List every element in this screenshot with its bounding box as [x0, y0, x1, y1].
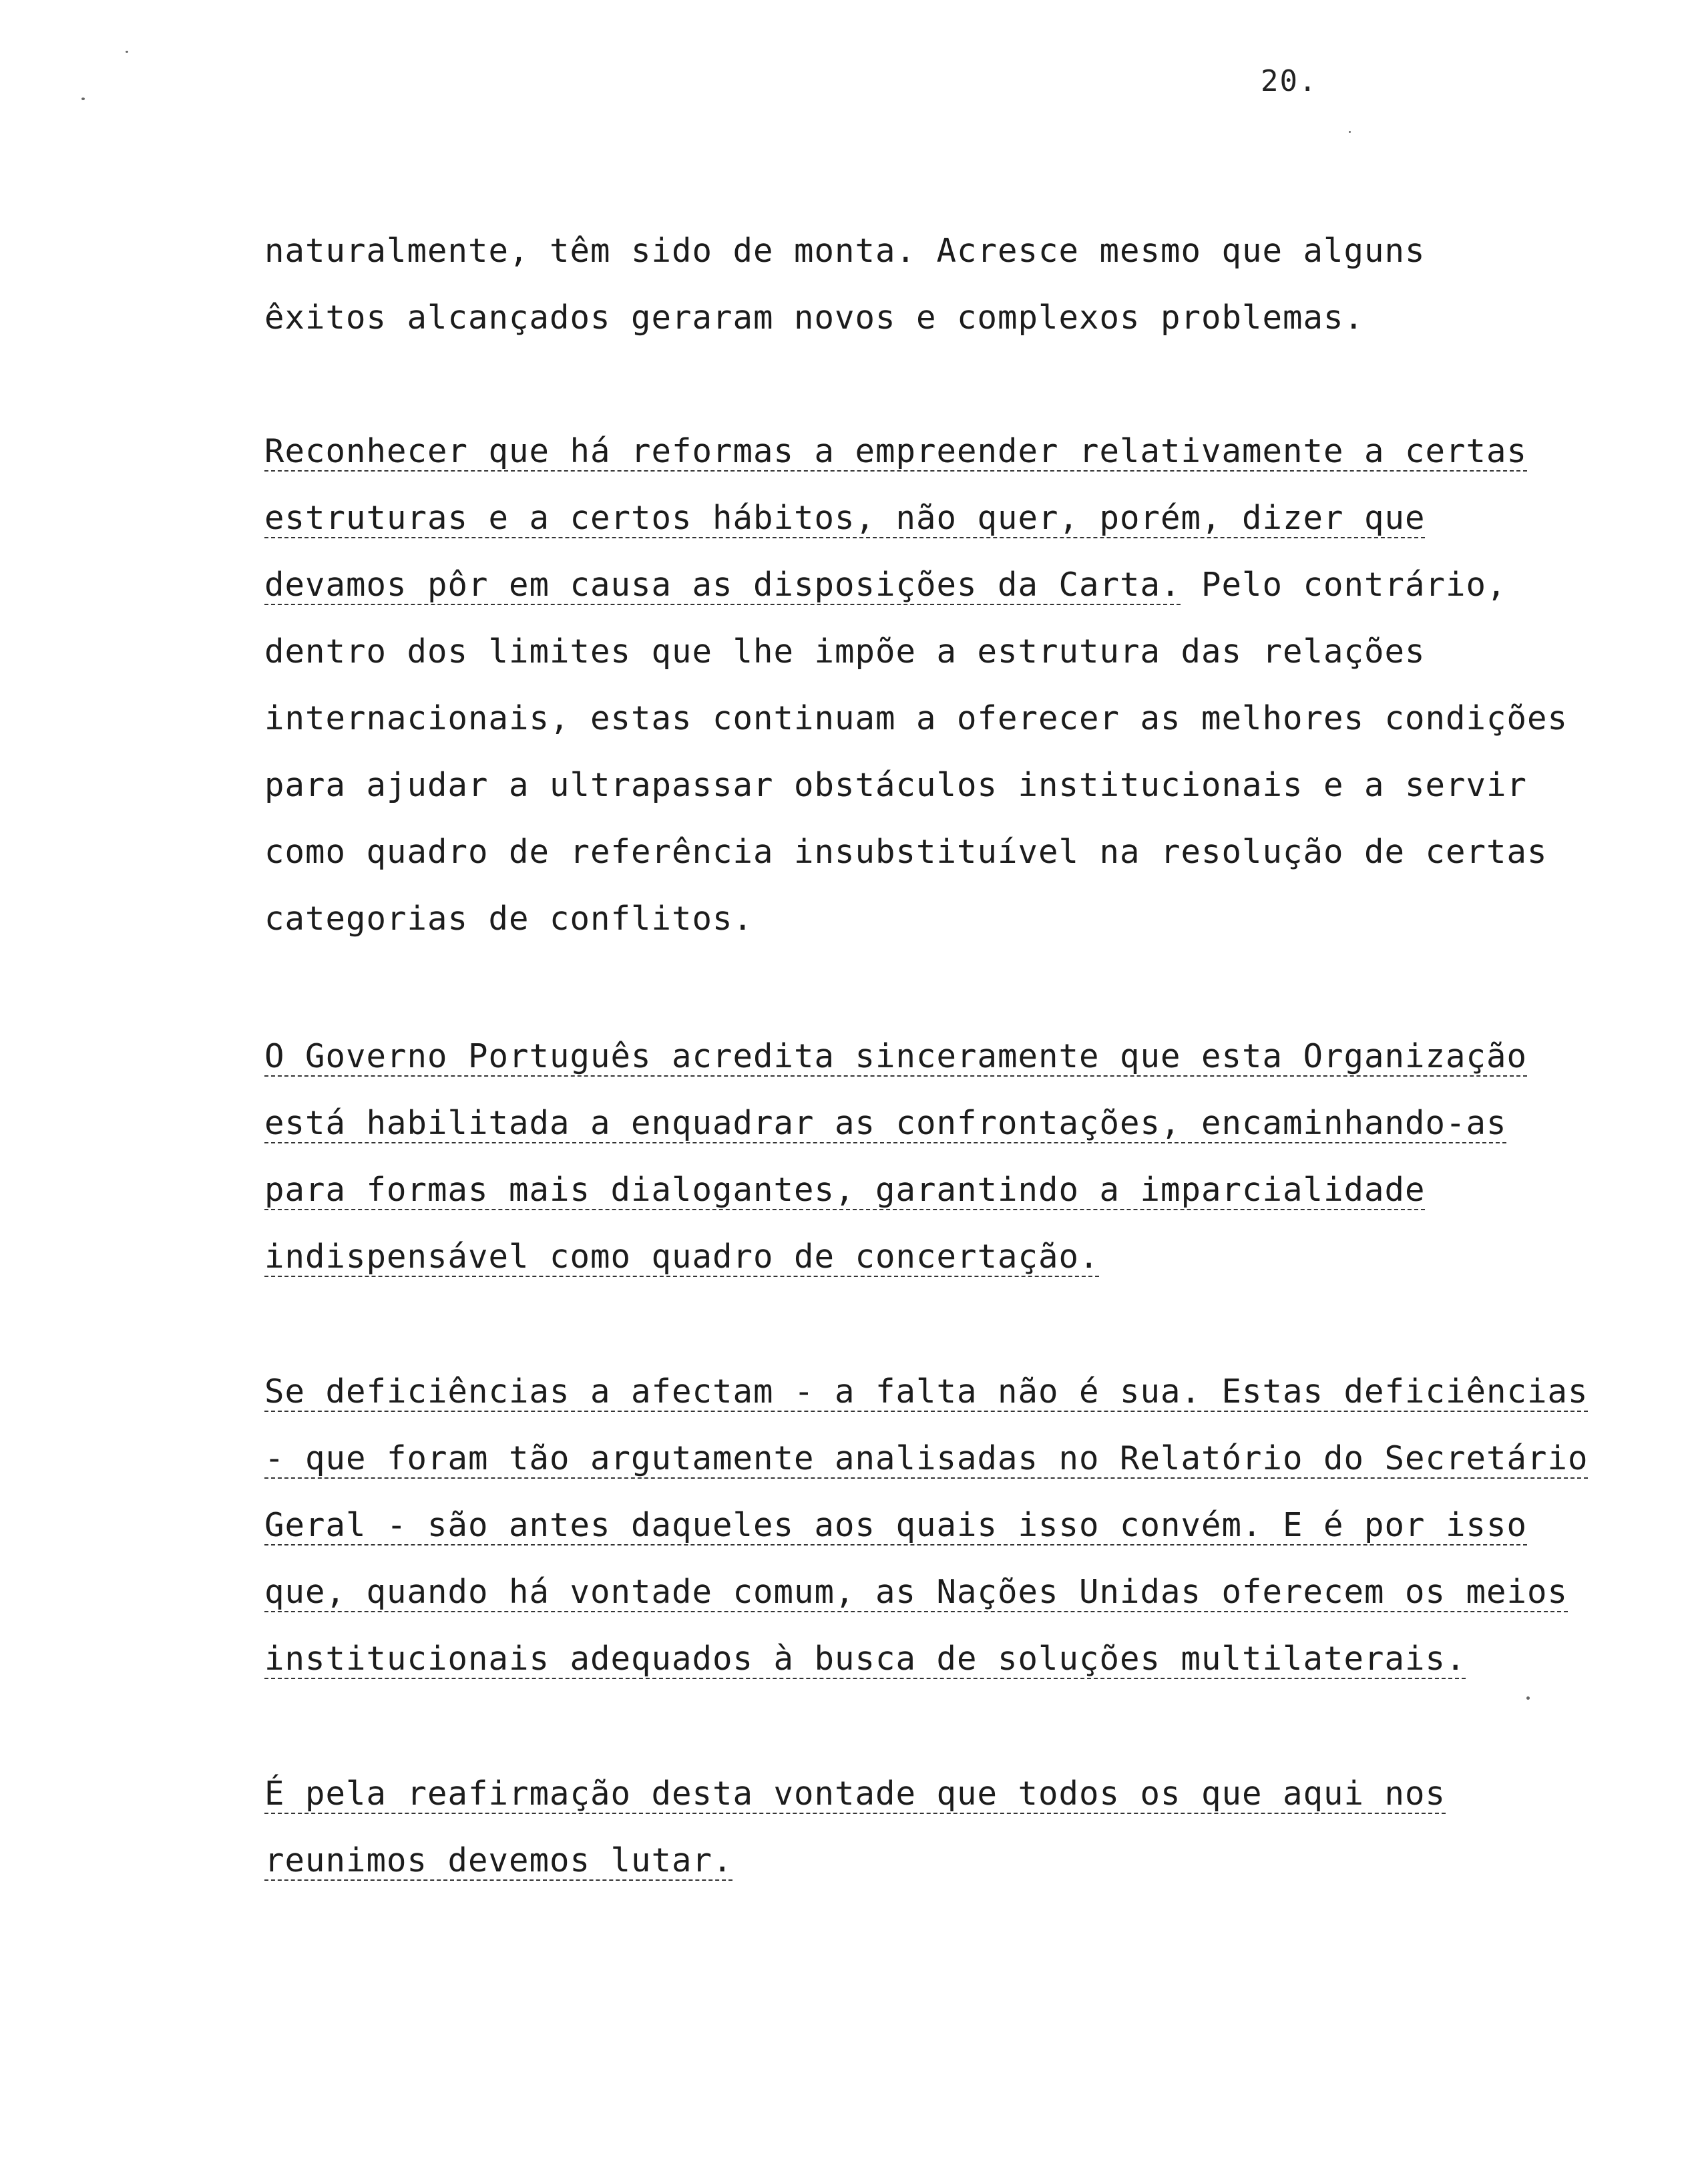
paragraph-1-line-2: êxitos alcançados geraram novos e complexos problemas. — [264, 299, 1365, 337]
paragraph-1-line-1: naturalmente, têm sido de monta. Acresce mesmo que alguns — [264, 232, 1426, 270]
paragraph-4-line-2: - que foram tão argutamente analisadas no Relatório do Secretário — [264, 1439, 1589, 1477]
paragraph-2-line-3-underlined: devamos pôr em causa as disposições da Carta. — [264, 566, 1181, 604]
paragraph-2-line-4: dentro dos limites que lhe impõe a estrutura das relações — [264, 632, 1426, 671]
paragraph-4-line-4: que, quando há vontade comum, as Nações Unidas oferecem os meios — [264, 1573, 1568, 1611]
paragraph-3-line-3: para formas mais dialogantes, garantindo a imparcialidade — [264, 1171, 1426, 1209]
paragraph-4-line-5: institucionais adequados à busca de soluções multilaterais. — [264, 1640, 1466, 1678]
paragraph-2-line-8: categorias de conflitos. — [264, 900, 754, 938]
paragraph-4-line-1: Se deficiências a afectam - a falta não é sua. Estas deficiências — [264, 1373, 1589, 1411]
paragraph-5-line-2: reunimos devemos lutar. — [264, 1841, 733, 1879]
paragraph-2-line-1: Reconhecer que há reformas a empreender relativamente a certas — [264, 432, 1528, 470]
paragraph-2-line-3-plain: Pelo contrário, — [1181, 566, 1507, 604]
paragraph-3-line-4: indispensável como quadro de concertação. — [264, 1238, 1100, 1276]
paragraph-5-line-1: É pela reafirmação desta vontade que todos os que aqui nos — [264, 1775, 1446, 1813]
paragraph-2-line-5: internacionais, estas continuam a oferecer as melhores condições — [264, 699, 1568, 737]
paragraph-2-line-2: estruturas e a certos hábitos, não quer, porém, dizer que — [264, 499, 1426, 537]
page-number: 20. — [1261, 64, 1318, 98]
paragraph-3-line-2: está habilitada a enquadrar as confrontações, encaminhando-as — [264, 1104, 1507, 1142]
paragraph-4-line-3: Geral - são antes daqueles aos quais isso convém. E é por isso — [264, 1506, 1528, 1544]
paragraph-2-line-3 — [264, 565, 1507, 605]
paragraph-2-line-6: para ajudar a ultrapassar obstáculos institucionais e a servir — [264, 766, 1528, 804]
scan-speck — [1526, 1696, 1530, 1700]
paragraph-3-line-1: O Governo Português acredita sinceramente que esta Organização — [264, 1037, 1528, 1075]
scan-speck — [81, 98, 85, 100]
paragraph-2-line-7: como quadro de referência insubstituível na resolução de certas — [264, 833, 1548, 871]
scan-speck — [1349, 131, 1351, 133]
scan-speck — [126, 51, 128, 53]
